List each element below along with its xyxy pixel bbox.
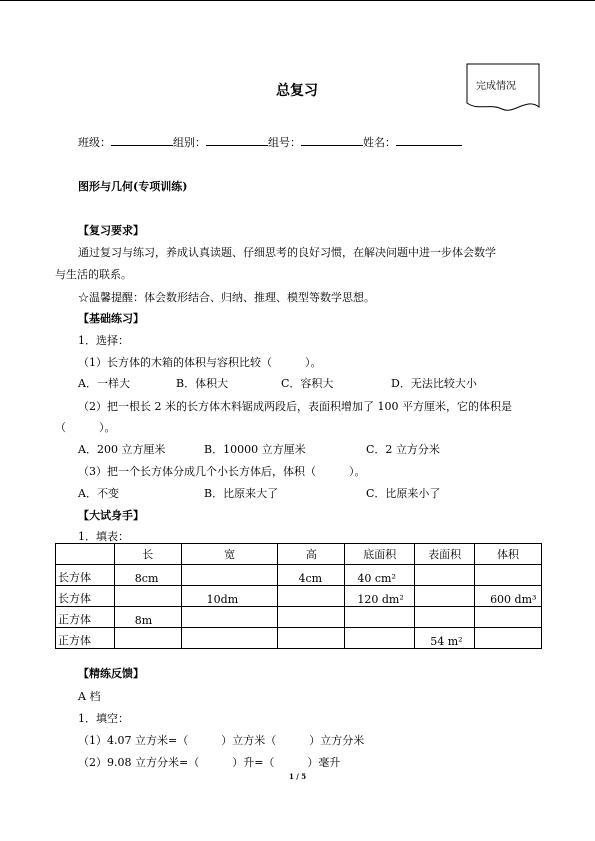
feedback-q1: （1）4.07 立方米=（ ）立方米（ ）立方分米 [78,734,365,747]
page-number: 1 / 5 [289,772,307,781]
table-cell[interactable] [181,565,278,586]
table-cell[interactable] [278,628,345,649]
page-title: 总复习 [276,83,318,99]
table-cell: 600 dm³ [475,586,542,607]
table-header-cell: 体积 [475,544,542,565]
feedback-question-label: 1．填空： [78,712,129,725]
q1-option-b: B．体积大 [176,377,229,390]
review-line-1: 通过复习与练习，养成认真读题、仔细思考的良好习惯，在解决问题中进一步体会数学 [78,246,496,259]
table-header-row [56,544,542,565]
completion-status-label: 完成情况 [476,81,516,92]
table-header-cell: 高 [278,544,345,565]
table-row [56,565,542,586]
table-row [56,628,542,649]
trial-question-label: 1．填表： [78,530,129,543]
class-blank [111,135,173,146]
table-cell: 正方体 [56,628,115,649]
table-cell[interactable] [278,607,345,628]
q1-option-d: D．无法比较大小 [391,377,477,390]
completion-status-box [466,63,540,113]
basic-q1: （1）长方体的木箱的体积与容积比较（ ）。 [78,356,322,369]
table-row [56,607,542,628]
review-tip: ☆温馨提醒：体会数形结合、归纳、推理、模型等数学思想。 [78,291,375,304]
basic-q2-line-1: （2）把一根长 2 米的长方体木料锯成两段后，表面积增加了 100 平方厘米，它的体积是 [78,400,512,413]
table-row [56,586,542,607]
top-rule [0,0,595,1]
table-header-cell: 长 [114,544,181,565]
q3-option-b: B．比原来大了 [204,487,279,500]
name-label: 姓名： [363,136,396,149]
group-label: 组别： [173,136,206,149]
feedback-level: A 档 [78,690,101,703]
class-label: 班级： [78,136,111,149]
q2-option-c: C．2 立方分米 [366,443,440,456]
table-header-cell: 底面积 [345,544,415,565]
q1-option-a: A．一样大 [78,377,130,390]
table-header-cell: 宽 [181,544,278,565]
table-cell[interactable] [415,607,475,628]
review-line-2: 与生活的联系。 [55,268,132,281]
table-cell: 10dm [181,586,278,607]
review-heading: 【复习要求】 [78,224,144,237]
trial-heading: 【大试身手】 [78,509,144,522]
table-cell: 8m [114,607,181,628]
student-info-line [78,134,462,150]
group-no-blank [301,135,363,146]
table-cell[interactable] [475,628,542,649]
table-header-cell [56,544,115,565]
table-cell: 长方体 [56,586,115,607]
table-cell[interactable] [114,586,181,607]
basic-question-label: 1．选择： [78,334,129,347]
table-cell: 40 cm² [345,565,415,586]
fill-in-table [55,543,542,649]
section-title: 图形与几何(专项训练) [78,180,188,193]
table-cell[interactable] [415,565,475,586]
table-cell: 长方体 [56,565,115,586]
q3-option-c: C．比原来小了 [366,487,441,500]
table-header-cell: 表面积 [415,544,475,565]
basic-q2-line-2: （ ）。 [55,421,116,434]
q2-option-b: B．10000 立方厘米 [204,443,306,456]
table-cell: 4cm [278,565,345,586]
group-no-label: 组号： [268,136,301,149]
table-cell: 正方体 [56,607,115,628]
table-cell: 120 dm² [345,586,415,607]
table-cell[interactable] [114,628,181,649]
table-cell: 54 m² [415,628,475,649]
table-cell[interactable] [345,628,415,649]
table-cell[interactable] [278,586,345,607]
table-cell[interactable] [181,607,278,628]
group-blank [206,135,268,146]
table-cell[interactable] [475,607,542,628]
table-cell[interactable] [415,586,475,607]
table-cell[interactable] [345,607,415,628]
table-cell[interactable] [181,628,278,649]
feedback-heading: 【精练反馈】 [78,667,144,680]
q1-option-c: C．容积大 [281,377,334,390]
feedback-q2: （2）9.08 立方分米=（ ）升=（ ）毫升 [78,756,341,769]
table-cell[interactable] [475,565,542,586]
basic-heading: 【基础练习】 [78,312,144,325]
table-cell: 8cm [114,565,181,586]
basic-q3: （3）把一个长方体分成几个小长方体后，体积（ ）。 [78,465,366,478]
name-blank [396,135,462,146]
q2-option-a: A．200 立方厘米 [78,443,166,456]
q3-option-a: A．不变 [78,487,119,500]
